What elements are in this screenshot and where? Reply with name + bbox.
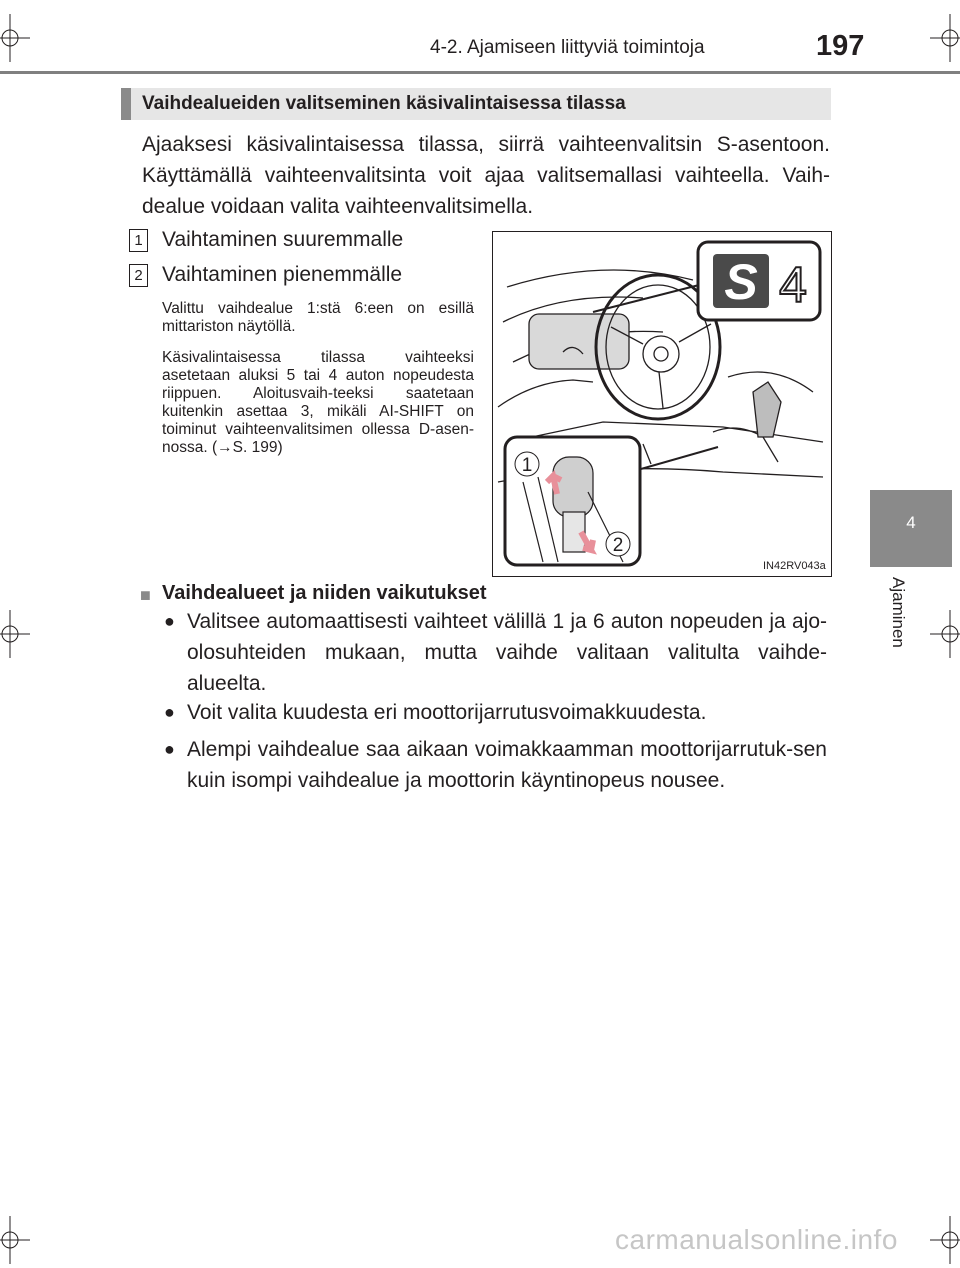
crop-mark-bottom-right [930, 1216, 960, 1264]
subsection-square-icon: ■ [140, 585, 151, 605]
bullet-text-1: Valitsee automaattisesti vaihteet välillä 1 ja 6 auton nopeuden ja ajo-olosuhteiden mukaan, mutta vaihde valitaan valitulta vaihde-alueelta. [187, 610, 827, 695]
intro-paragraph: Ajaaksesi käsivalintaisessa tilassa, siirrä vaihteenvalitsin S-asentoon. Käyttämällä vaihteenvalitsinta voit ajaa valitsemallasi vaihteella. Vaih-dealue voidaan valita vaihteenvalitsimella. [142, 133, 830, 218]
chapter-number: 4 [906, 513, 916, 532]
display-gear: 4 [779, 257, 807, 313]
header-section-path: 4-2. Ajamiseen liittyviä toimintoja [430, 37, 705, 58]
chapter-title: Ajaminen [889, 577, 908, 648]
dashboard-line-drawing [493, 232, 831, 576]
crop-mark-mid-left [0, 610, 30, 658]
bullet-text-3: Alempi vaihdealue saa aikaan voimakkaamman moottorijarrutuk-sen kuin isompi vaihdealue ja moottorin käyntinopeus nousee. [187, 738, 827, 792]
bullet-text-2: Voit valita kuudesta eri moottorijarrutusvoimakkuudesta. [187, 701, 707, 724]
crop-mark-top-left [0, 14, 30, 62]
section-title-accent [121, 88, 131, 120]
note-paragraph-2: Käsivalintaisessa tilassa vaihteeksi asetetaan aluksi 5 tai 4 auton nopeudesta riippuen. Aloitusvaih-teeksi saatetaan kuitenkin asettaa 3, mikäli AI-SHIFT on toiminut vaihteenvalitsimen ollessa D-asen-nossa. (→S. 199) [162, 349, 474, 456]
bullet-icon: ● [164, 739, 175, 759]
crop-mark-top-right [930, 14, 960, 62]
item-number-2: 2 [129, 264, 148, 287]
note-paragraph-1: Valittu vaihdealue 1:stä 6:een on esillä mittariston näytöllä. [162, 300, 474, 335]
crop-mark-bottom-left [0, 1216, 30, 1264]
crop-mark-mid-right [930, 610, 960, 658]
figure-callout-2: 2 [612, 535, 624, 556]
bullet-icon: ● [164, 611, 175, 631]
gear-selector-illustration [492, 231, 832, 577]
item-label-1: Vaihtaminen suuremmalle [162, 228, 404, 251]
header-rule [0, 71, 960, 74]
figure-callout-1: 1 [521, 455, 533, 476]
item-number-1: 1 [129, 229, 148, 252]
subsection-title: Vaihdealueet ja niiden vaikutukset [162, 582, 487, 604]
page-number: 197 [816, 30, 865, 62]
display-letter: S [724, 254, 758, 310]
item-label-2: Vaihtaminen pienemmälle [162, 263, 403, 286]
bullet-icon: ● [164, 702, 175, 722]
section-title: Vaihdealueiden valitseminen käsivalintaisessa tilassa [142, 93, 626, 114]
watermark: carmanualsonline.info [615, 1224, 898, 1255]
figure-code: IN42RV043a [763, 560, 826, 572]
